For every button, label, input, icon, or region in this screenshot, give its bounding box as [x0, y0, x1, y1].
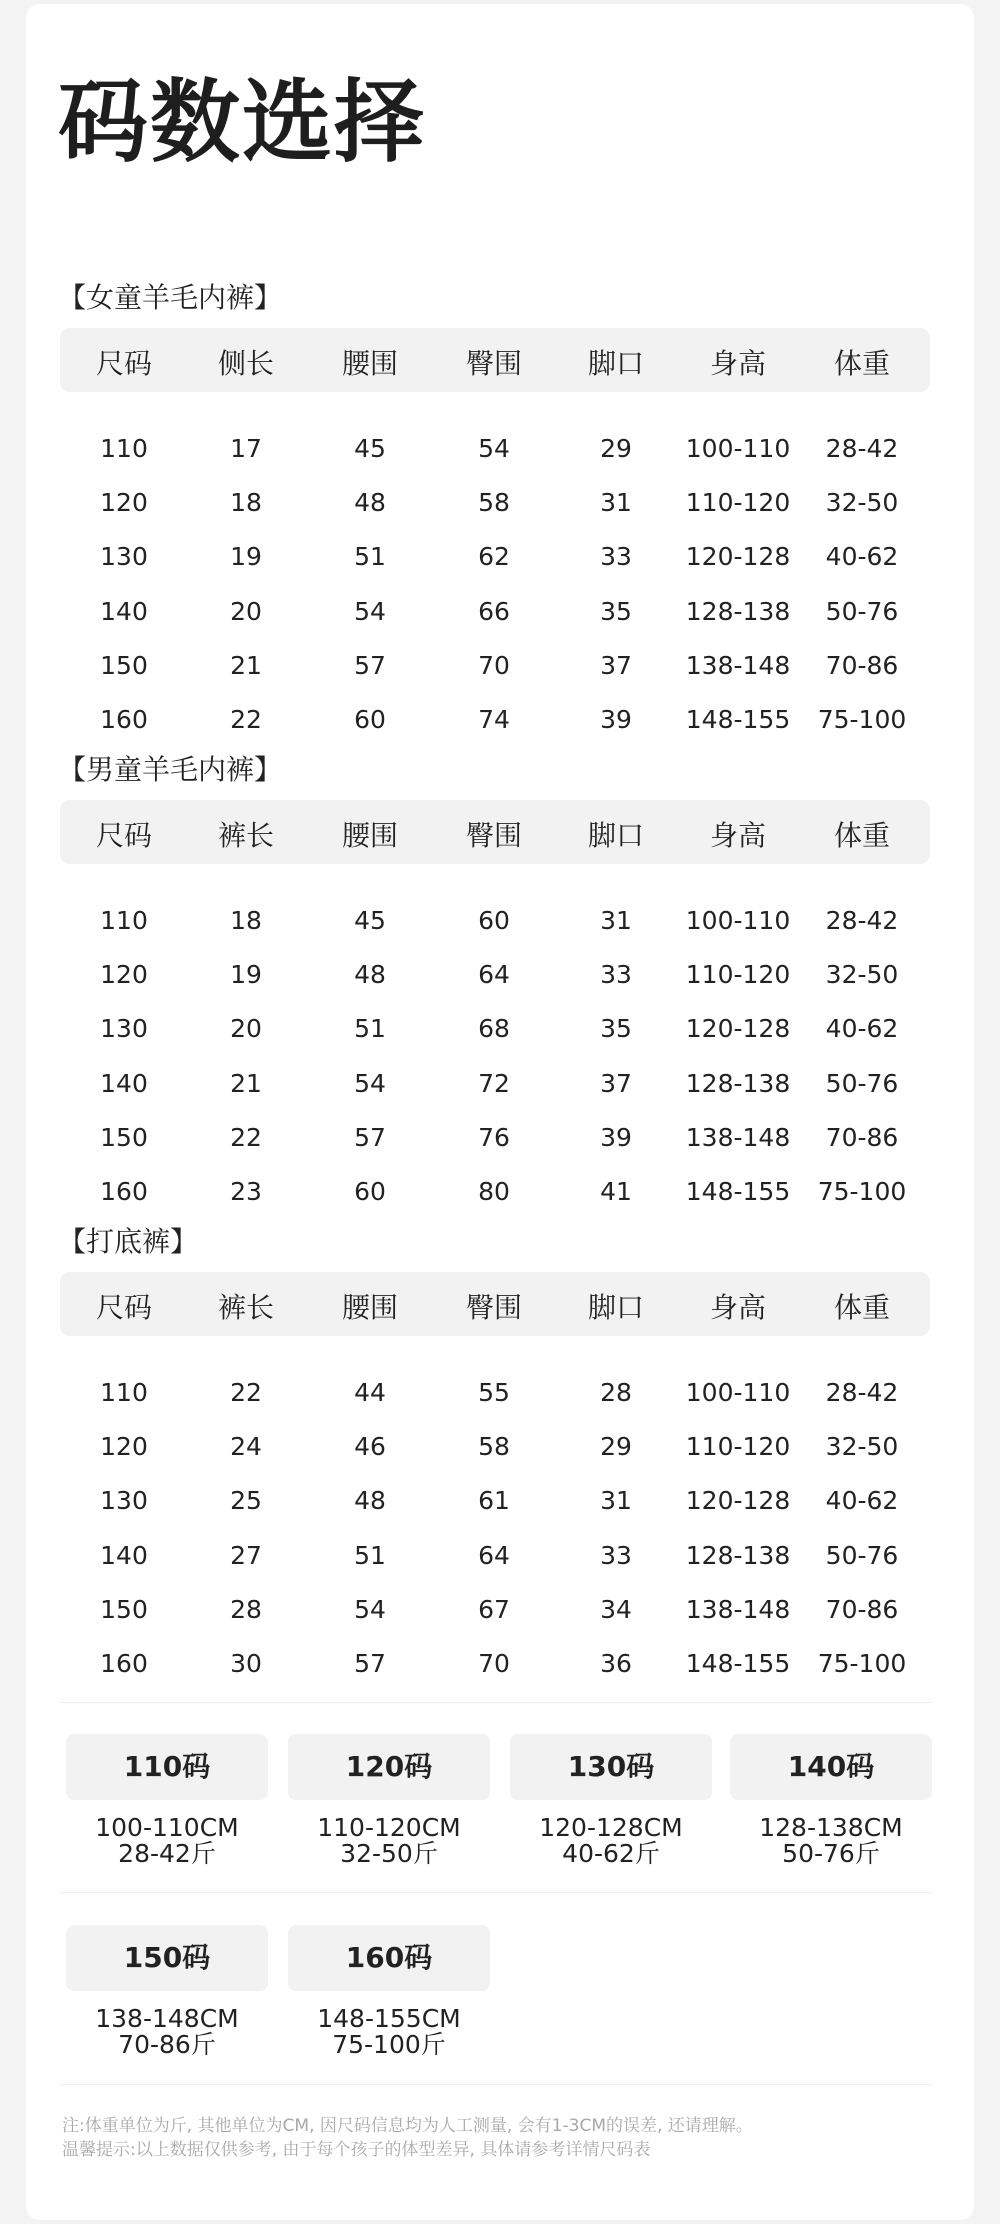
- table-row: [60, 434, 930, 474]
- size-card-label: 130码: [510, 1734, 712, 1800]
- table-cell: 110: [100, 1378, 148, 1407]
- divider: [60, 1892, 932, 1893]
- header-cell: 腰围: [341, 347, 398, 380]
- table-row: [60, 1014, 930, 1054]
- size-card: [288, 1734, 490, 1867]
- table-cell: 22: [230, 1122, 262, 1152]
- header-cell: 身高: [709, 347, 766, 380]
- header-cell: 腰围: [341, 1291, 398, 1324]
- header-cell: 尺码: [95, 819, 152, 852]
- table-cell: 48: [354, 488, 386, 518]
- table-cell: 70-86: [825, 650, 899, 680]
- table-cell: 29: [600, 1432, 632, 1462]
- table-cell: 130: [100, 542, 148, 572]
- table-cell: 67: [478, 1594, 510, 1624]
- size-card-weight: 50-76斤: [782, 1839, 880, 1868]
- table-row: [60, 1432, 930, 1472]
- table-row: [60, 1595, 930, 1635]
- table-cell: 39: [600, 1122, 632, 1152]
- table-cell: 70-86: [825, 1594, 899, 1624]
- header-cell: 脚口: [587, 819, 644, 852]
- header-cell: 臀围: [465, 819, 522, 852]
- header-cell: 体重: [833, 347, 890, 380]
- table-cell: 33: [600, 960, 632, 990]
- size-card-weight: 75-100斤: [332, 2030, 446, 2059]
- table-cell: 160: [100, 1177, 148, 1206]
- size-card: [66, 1925, 268, 2058]
- table-cell: 66: [478, 596, 510, 626]
- table-cell: 54: [354, 1068, 386, 1098]
- table-cell: 30: [230, 1649, 262, 1678]
- table-row: [60, 488, 930, 528]
- table-cell: 44: [354, 1378, 386, 1407]
- table-cell: 128-138: [685, 1540, 791, 1570]
- table-cell: 31: [600, 1486, 632, 1516]
- table-header: [60, 1272, 930, 1336]
- size-card-height: 120-128CM: [539, 1813, 683, 1842]
- table-row: [60, 1378, 930, 1418]
- page-title: 码数选择: [58, 70, 426, 175]
- table-cell: 40-62: [825, 542, 899, 572]
- section-title: 【男童羊毛内裤】: [58, 753, 283, 786]
- table-cell: 60: [354, 705, 386, 734]
- table-cell: 100-110: [685, 434, 791, 463]
- table-cell: 70: [478, 650, 510, 680]
- table-cell: 57: [354, 1122, 386, 1152]
- table-cell: 148-155: [685, 1177, 791, 1206]
- table-row: [60, 1123, 930, 1163]
- table-cell: 62: [478, 542, 510, 572]
- table-cell: 72: [478, 1068, 510, 1098]
- table-cell: 32-50: [825, 1432, 899, 1462]
- table-cell: 21: [230, 1068, 262, 1098]
- size-card-height: 128-138CM: [759, 1813, 903, 1842]
- table-cell: 120-128: [685, 1014, 791, 1044]
- table-cell: 128-138: [685, 1068, 791, 1098]
- table-cell: 31: [600, 906, 632, 935]
- header-cell: 裤长: [217, 1291, 274, 1324]
- size-card-height: 100-110CM: [95, 1813, 239, 1842]
- table-cell: 100-110: [685, 1378, 791, 1407]
- table-row: [60, 906, 930, 946]
- size-card: [510, 1734, 712, 1867]
- table-cell: 110: [100, 434, 148, 463]
- note-line: 温馨提示:以上数据仅供参考, 由于每个孩子的体型差异, 具体请参考详情尺码表: [62, 2140, 651, 2160]
- table-cell: 18: [230, 488, 262, 518]
- table-cell: 120-128: [685, 542, 791, 572]
- table-row: [60, 597, 930, 637]
- table-cell: 120: [100, 1432, 148, 1462]
- table-cell: 148-155: [685, 1649, 791, 1678]
- divider: [60, 2084, 932, 2085]
- size-card-weight: 32-50斤: [340, 1839, 438, 1868]
- table-cell: 138-148: [685, 1122, 791, 1152]
- table-cell: 75-100: [817, 705, 907, 734]
- table-cell: 28-42: [825, 1378, 899, 1407]
- table-cell: 48: [354, 1486, 386, 1516]
- table-cell: 33: [600, 1540, 632, 1570]
- section-title: 【打底裤】: [58, 1225, 199, 1258]
- table-cell: 70: [478, 1649, 510, 1678]
- table-cell: 23: [230, 1177, 262, 1206]
- table-row: [60, 651, 930, 691]
- table-cell: 45: [354, 434, 386, 463]
- table-cell: 138-148: [685, 1594, 791, 1624]
- header-cell: 脚口: [587, 347, 644, 380]
- header-cell: 身高: [709, 1291, 766, 1324]
- table-cell: 37: [600, 650, 632, 680]
- table-cell: 20: [230, 1014, 262, 1044]
- table-cell: 120-128: [685, 1486, 791, 1516]
- table-cell: 80: [478, 1177, 510, 1206]
- table-cell: 37: [600, 1068, 632, 1098]
- note-line: 注:体重单位为斤, 其他单位为CM, 因尺码信息均为人工测量, 会有1-3CM的误差, 还请理解。: [62, 2116, 753, 2136]
- table-row: [60, 1486, 930, 1526]
- size-card-weight: 40-62斤: [562, 1839, 660, 1868]
- table-cell: 110: [100, 906, 148, 935]
- size-card: [730, 1734, 932, 1867]
- table-cell: 61: [478, 1486, 510, 1516]
- table-cell: 22: [230, 705, 262, 734]
- header-cell: 腰围: [341, 819, 398, 852]
- table-header: [60, 800, 930, 864]
- table-cell: 40-62: [825, 1486, 899, 1516]
- table-cell: 58: [478, 1432, 510, 1462]
- header-cell: 侧长: [217, 347, 274, 380]
- table-cell: 36: [600, 1649, 632, 1678]
- table-cell: 27: [230, 1540, 262, 1570]
- size-card-label: 150码: [66, 1925, 268, 1991]
- table-cell: 138-148: [685, 650, 791, 680]
- table-cell: 39: [600, 705, 632, 734]
- table-cell: 19: [230, 960, 262, 990]
- table-cell: 120: [100, 488, 148, 518]
- table-cell: 150: [100, 1594, 148, 1624]
- header-cell: 臀围: [465, 1291, 522, 1324]
- table-cell: 128-138: [685, 596, 791, 626]
- header-cell: 身高: [709, 819, 766, 852]
- table-cell: 74: [478, 705, 510, 734]
- table-cell: 31: [600, 488, 632, 518]
- size-card-label: 160码: [288, 1925, 490, 1991]
- table-row: [60, 1649, 930, 1689]
- table-row: [60, 960, 930, 1000]
- table-cell: 54: [354, 596, 386, 626]
- table-cell: 22: [230, 1378, 262, 1407]
- table-cell: 57: [354, 650, 386, 680]
- table-cell: 45: [354, 906, 386, 935]
- table-cell: 110-120: [685, 488, 791, 518]
- size-card-weight: 70-86斤: [118, 2030, 216, 2059]
- table-cell: 130: [100, 1014, 148, 1044]
- table-cell: 19: [230, 542, 262, 572]
- table-cell: 110-120: [685, 960, 791, 990]
- size-card-height: 110-120CM: [317, 1813, 461, 1842]
- table-cell: 51: [354, 1540, 386, 1570]
- header-cell: 尺码: [95, 1291, 152, 1324]
- table-cell: 41: [600, 1177, 632, 1206]
- header-cell: 体重: [833, 819, 890, 852]
- table-cell: 54: [478, 434, 510, 463]
- table-cell: 140: [100, 1540, 148, 1570]
- table-cell: 34: [600, 1594, 632, 1624]
- table-header: [60, 328, 930, 392]
- table-cell: 48: [354, 960, 386, 990]
- header-cell: 尺码: [95, 347, 152, 380]
- table-row: [60, 705, 930, 745]
- table-cell: 35: [600, 1014, 632, 1044]
- size-card-label: 120码: [288, 1734, 490, 1800]
- table-cell: 28: [600, 1378, 632, 1407]
- table-cell: 68: [478, 1014, 510, 1044]
- table-cell: 75-100: [817, 1649, 907, 1678]
- table-cell: 64: [478, 960, 510, 990]
- table-cell: 140: [100, 596, 148, 626]
- table-cell: 64: [478, 1540, 510, 1570]
- table-cell: 24: [230, 1432, 262, 1462]
- table-cell: 160: [100, 1649, 148, 1678]
- table-cell: 20: [230, 596, 262, 626]
- header-cell: 裤长: [217, 819, 274, 852]
- table-cell: 55: [478, 1378, 510, 1407]
- table-cell: 140: [100, 1068, 148, 1098]
- table-cell: 130: [100, 1486, 148, 1516]
- size-card: [288, 1925, 490, 2058]
- table-cell: 50-76: [825, 1540, 899, 1570]
- table-cell: 120: [100, 960, 148, 990]
- table-cell: 70-86: [825, 1122, 899, 1152]
- table-cell: 46: [354, 1432, 386, 1462]
- table-cell: 32-50: [825, 960, 899, 990]
- table-cell: 148-155: [685, 705, 791, 734]
- table-cell: 17: [230, 434, 262, 463]
- table-cell: 58: [478, 488, 510, 518]
- table-cell: 51: [354, 1014, 386, 1044]
- table-cell: 28-42: [825, 434, 899, 463]
- table-row: [60, 542, 930, 582]
- table-row: [60, 1069, 930, 1109]
- table-cell: 76: [478, 1122, 510, 1152]
- header-cell: 脚口: [587, 1291, 644, 1324]
- table-cell: 32-50: [825, 488, 899, 518]
- table-cell: 50-76: [825, 596, 899, 626]
- size-card-weight: 28-42斤: [118, 1839, 216, 1868]
- table-cell: 60: [354, 1177, 386, 1206]
- size-card-height: 148-155CM: [317, 2004, 461, 2033]
- table-cell: 51: [354, 542, 386, 572]
- table-cell: 33: [600, 542, 632, 572]
- size-card-label: 140码: [730, 1734, 932, 1800]
- table-row: [60, 1177, 930, 1217]
- table-cell: 28-42: [825, 906, 899, 935]
- header-cell: 臀围: [465, 347, 522, 380]
- size-card-label: 110码: [66, 1734, 268, 1800]
- size-card-height: 138-148CM: [95, 2004, 239, 2033]
- table-cell: 100-110: [685, 906, 791, 935]
- table-cell: 18: [230, 906, 262, 935]
- size-card: [66, 1734, 268, 1867]
- table-cell: 40-62: [825, 1014, 899, 1044]
- table-cell: 150: [100, 650, 148, 680]
- table-cell: 75-100: [817, 1177, 907, 1206]
- table-cell: 29: [600, 434, 632, 463]
- table-cell: 150: [100, 1122, 148, 1152]
- table-cell: 57: [354, 1649, 386, 1678]
- table-row: [60, 1541, 930, 1581]
- table-cell: 25: [230, 1486, 262, 1516]
- table-cell: 21: [230, 650, 262, 680]
- section-title: 【女童羊毛内裤】: [58, 281, 283, 314]
- table-cell: 28: [230, 1594, 262, 1624]
- table-cell: 35: [600, 596, 632, 626]
- header-cell: 体重: [833, 1291, 890, 1324]
- table-cell: 54: [354, 1594, 386, 1624]
- notes: [62, 2114, 753, 2162]
- table-cell: 110-120: [685, 1432, 791, 1462]
- table-cell: 50-76: [825, 1068, 899, 1098]
- table-cell: 60: [478, 906, 510, 935]
- divider: [60, 1702, 932, 1703]
- table-cell: 160: [100, 705, 148, 734]
